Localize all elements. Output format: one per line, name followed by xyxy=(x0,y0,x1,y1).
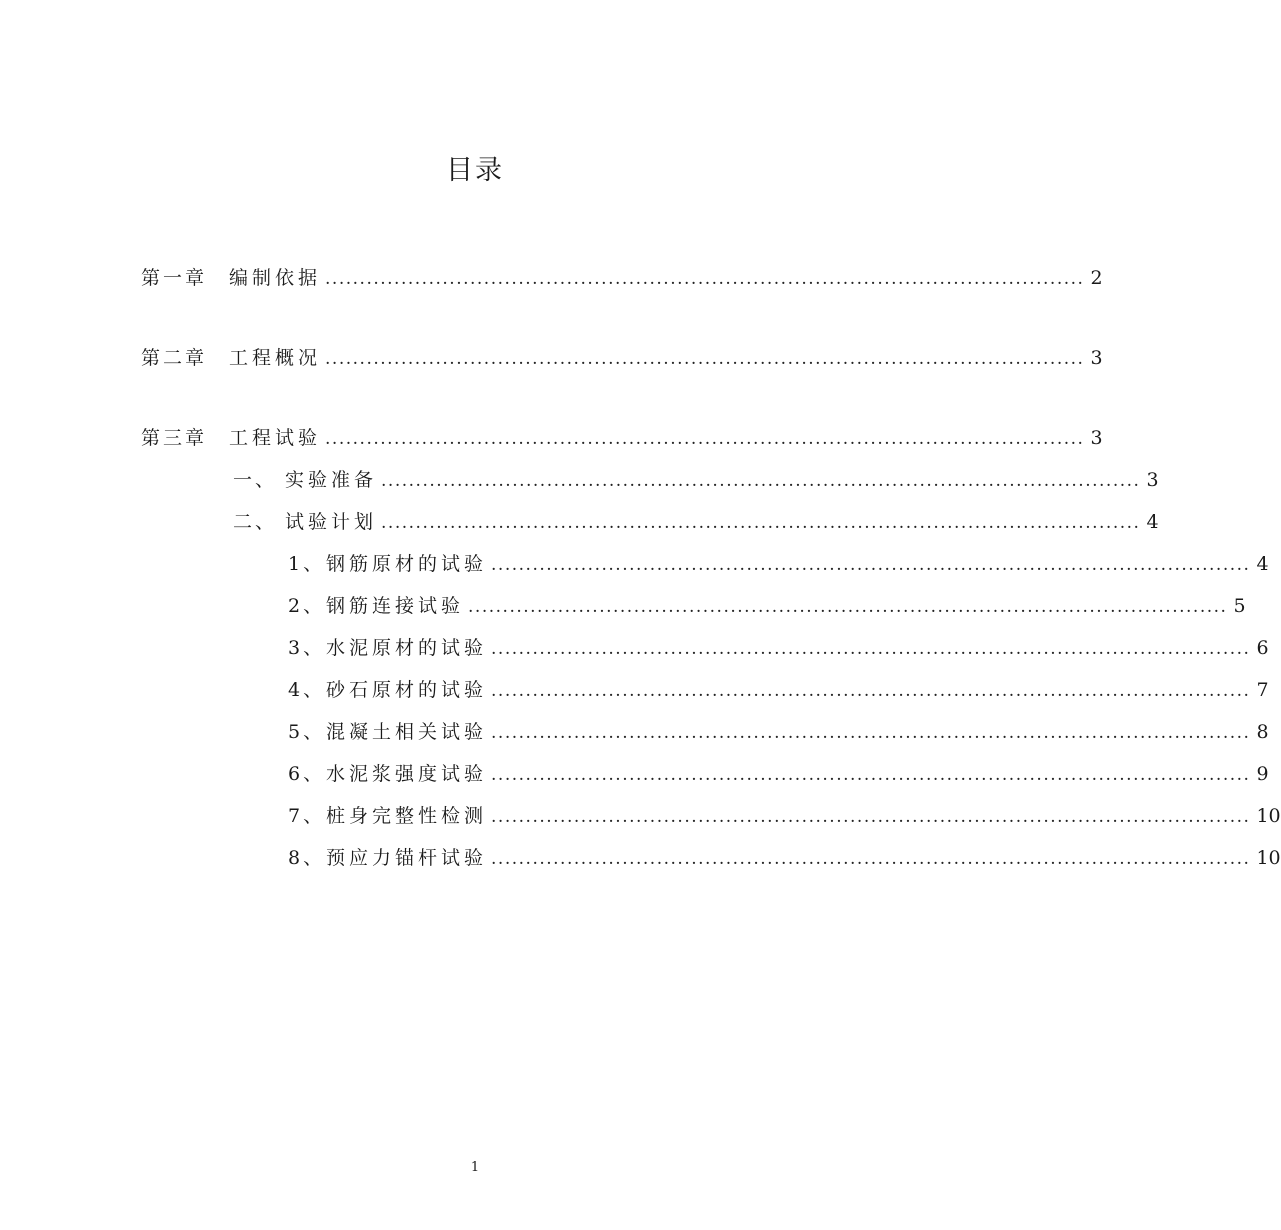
dot-leader: .............................................................................................................. xyxy=(325,269,1085,289)
entry-title: 编制依据 xyxy=(229,267,322,289)
entry-page-number: 4 xyxy=(1256,553,1269,575)
entry-number: 8、 xyxy=(288,847,326,869)
entry-page-number: 5 xyxy=(1233,595,1246,617)
entry-page-number: 8 xyxy=(1256,721,1269,743)
entry-title: 混凝土相关试验 xyxy=(326,721,488,743)
entry-number: 二、 xyxy=(233,511,278,533)
entry-title: 钢筋原材的试验 xyxy=(326,553,488,575)
toc-entry-item-5[interactable] xyxy=(288,718,1269,746)
entry-title: 水泥浆强度试验 xyxy=(326,763,488,785)
entry-title: 桩身完整性检测 xyxy=(326,805,488,827)
toc-entry-section-2[interactable] xyxy=(233,508,1159,536)
dot-leader: .............................................................................................................. xyxy=(491,639,1251,659)
entry-title: 工程概况 xyxy=(229,347,322,369)
toc-entry-item-7[interactable] xyxy=(288,802,1281,830)
entry-title: 工程试验 xyxy=(229,427,322,449)
entry-page-number: 3 xyxy=(1146,469,1159,491)
toc-entry-chapter-3[interactable] xyxy=(141,424,1103,452)
dot-leader: .............................................................................................................. xyxy=(325,429,1085,449)
dot-leader: .............................................................................................................. xyxy=(381,513,1141,533)
entry-page-number: 3 xyxy=(1090,427,1103,449)
entry-title: 砂石原材的试验 xyxy=(326,679,488,701)
toc-entry-item-6[interactable] xyxy=(288,760,1269,788)
entry-number: 1、 xyxy=(288,553,326,575)
dot-leader: .............................................................................................................. xyxy=(468,597,1228,617)
dot-leader: .............................................................................................................. xyxy=(325,349,1085,369)
entry-number: 一、 xyxy=(233,469,278,491)
footer-page-number: 1 xyxy=(470,1160,480,1175)
entry-number: 第三章 xyxy=(141,427,208,449)
entry-page-number: 7 xyxy=(1256,679,1269,701)
entry-title: 水泥原材的试验 xyxy=(326,637,488,659)
entry-page-number: 2 xyxy=(1090,267,1103,289)
dot-leader: .............................................................................................................. xyxy=(491,555,1251,575)
toc-entry-chapter-2[interactable] xyxy=(141,344,1103,372)
entry-number: 4、 xyxy=(288,679,326,701)
entry-number: 第一章 xyxy=(141,267,208,289)
entry-page-number: 10 xyxy=(1256,805,1281,827)
toc-entry-section-1[interactable] xyxy=(233,466,1159,494)
dot-leader: .............................................................................................................. xyxy=(491,681,1251,701)
toc-entry-item-8[interactable] xyxy=(288,844,1281,872)
dot-leader: .............................................................................................................. xyxy=(491,849,1251,869)
toc-entry-item-1[interactable] xyxy=(288,550,1269,578)
entry-page-number: 3 xyxy=(1090,347,1103,369)
dot-leader: .............................................................................................................. xyxy=(491,723,1251,743)
dot-leader: .............................................................................................................. xyxy=(491,807,1251,827)
entry-number: 第二章 xyxy=(141,347,208,369)
dot-leader: .............................................................................................................. xyxy=(381,471,1141,491)
entry-title: 试验计划 xyxy=(285,511,378,533)
entry-page-number: 4 xyxy=(1146,511,1159,533)
toc-entry-item-2[interactable] xyxy=(288,592,1246,620)
entry-number: 7、 xyxy=(288,805,326,827)
dot-leader: .............................................................................................................. xyxy=(491,765,1251,785)
entry-page-number: 10 xyxy=(1256,847,1281,869)
toc-entry-chapter-1[interactable] xyxy=(141,264,1103,292)
entry-title: 实验准备 xyxy=(285,469,378,491)
entry-number: 2、 xyxy=(288,595,326,617)
entry-number: 3、 xyxy=(288,637,326,659)
entry-title: 预应力锚杆试验 xyxy=(326,847,488,869)
toc-entry-item-3[interactable] xyxy=(288,634,1269,662)
entry-page-number: 9 xyxy=(1256,763,1269,785)
entry-title: 钢筋连接试验 xyxy=(326,595,465,617)
entry-number: 5、 xyxy=(288,721,326,743)
entry-page-number: 6 xyxy=(1256,637,1269,659)
page-title: 目录 xyxy=(446,155,504,186)
entry-number: 6、 xyxy=(288,763,326,785)
toc-entry-item-4[interactable] xyxy=(288,676,1269,704)
